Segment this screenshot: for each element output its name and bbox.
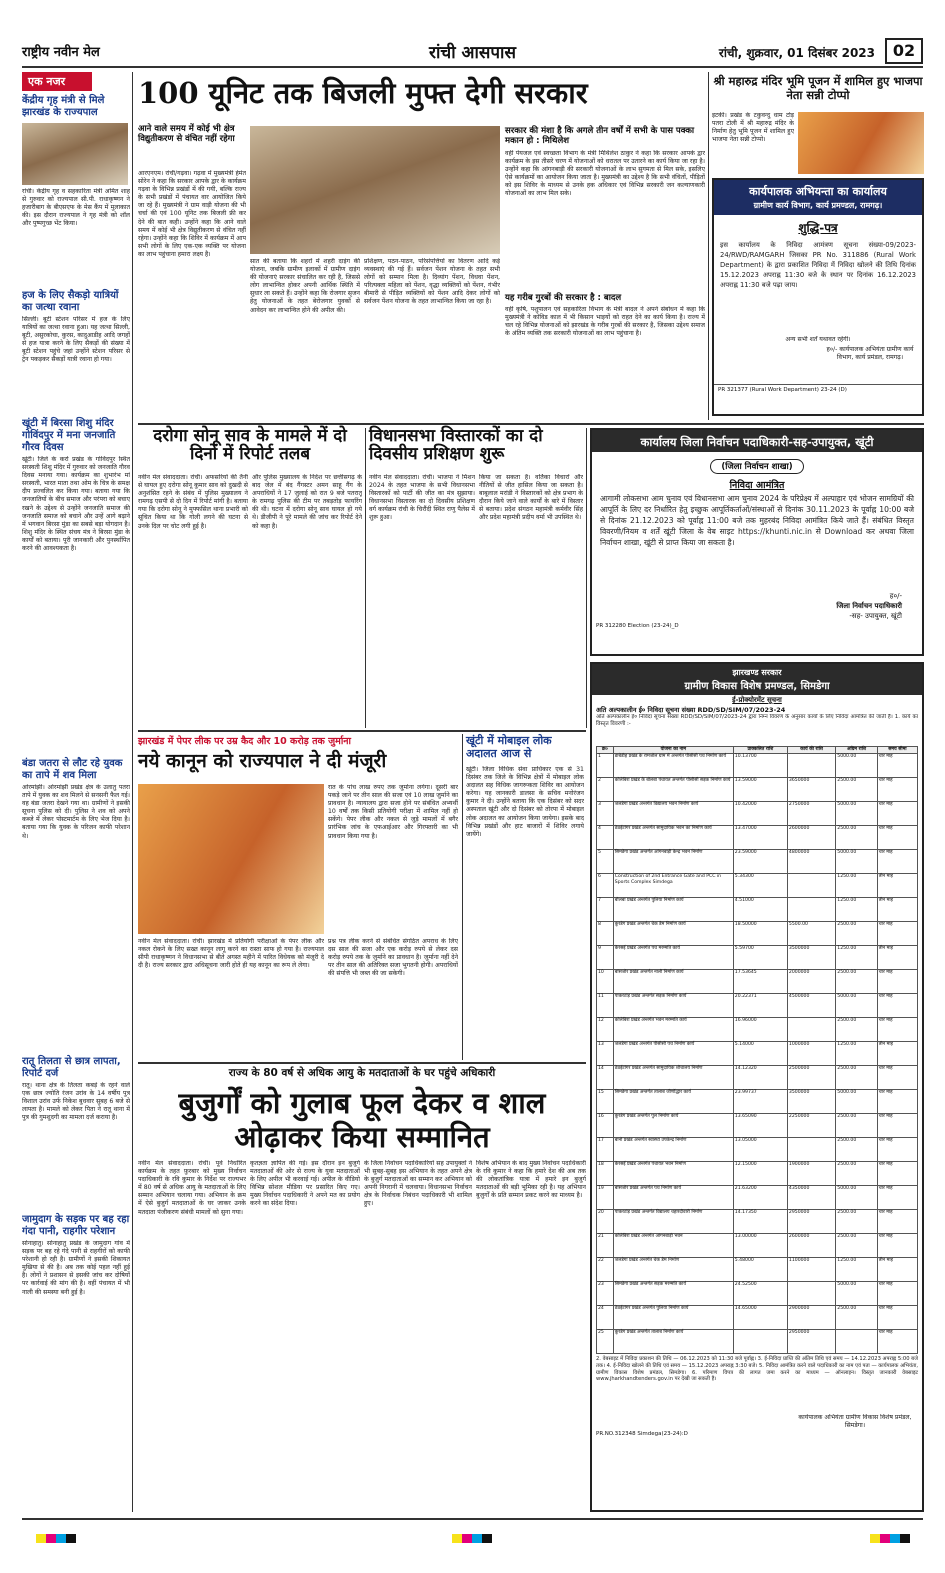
table-cell: कोलेबिरा प्रखंड अन्तर्गत भवन मरम्मति कार्य <box>613 1018 733 1042</box>
table-cell: 20.22371 <box>733 994 787 1018</box>
story-voters-body2: कृतज्ञता ज्ञापित की गई। इस दौरान इन बुजुर्ग मतदाताओं की ओर से राज्य के युवा मतदाताओं के लिए अपील भी करवाई गई। अपील के वीडियो विभिन्न सोशल मीडिया पर प्रसारित किए गए। मुख्य निर्वाचन पदाधिकारी ने अपने मत का प्रयोग करने का संदेश दिया। <box>250 1160 360 1208</box>
table-cell: कुरडेग प्रखंड अन्तर्गत पुल निर्माण कार्य <box>613 1114 733 1138</box>
table-cell: 5000.00 <box>836 802 877 826</box>
table-cell: 10 <box>597 970 614 994</box>
story-adalat-body: खूंटी। जिला विधिक सेवा प्राधिकार एक से 31 दिसंबर तक जिले के विभिन्न क्षेत्रों में मोबाइल लोक अदालत सह विधिक जागरूकता शिविर का आयोजन करेगा। यह जानकारी डालसा के सचिव मनोरंजन कुमार ने दी। उन्होंने बताया कि एक दिसंबर को सदर अस्पताल खूंटी और दो दिसंबर को तोरपा में मोबाइल लोक अदालत का आयोजन किया जायेगा। इसके बाद विभिन्न प्रखंडों और हाट बाजारों में शिविर लगाये जायेंगे। <box>466 766 584 838</box>
table-cell: 1250.00 <box>836 1258 877 1282</box>
ad-pr-number: PR 321377 (Rural Work Department) 23-24 (D) <box>714 384 922 395</box>
ad-footnotes: 2. वेबसाइट में निविदा प्रकाशन की तिथि — 06.12.2023 को 11:30 बजे पूर्वाह्न। 3. ई-निविदा प्राप्ति की अंतिम तिथि एवं समय — 14.12.2023 अपराह्न 5:00 बजे तक। 4. ई-निविदा खोलने की तिथि एवं समय — 15.12.2023 अपराह्न 3:30 बजे। 5. निविदा आमंत्रित करने वाले पदाधिकारी का नाम एवं पता — कार्यपालक अभियंता, ग्रामीण विकास विशेष प्रमंडल, सिमडेगा। 6. परिमाण विपत्र की लागत जमा करने का माध्यम — ऑनलाइन। विस्तृत जानकारी वेबसाइट www.jharkhandtenders.gov.in पर देखी जा सकती है। <box>596 1356 918 1383</box>
table-cell <box>733 1330 787 1354</box>
table-cell: तीन माह <box>877 946 917 970</box>
table-cell: 13.65090 <box>733 1114 787 1138</box>
table-cell: 14 <box>597 1066 614 1090</box>
ad-body: आगामी लोकसभा आम चुनाव एवं विधानसभा आम चुनाव 2024 के परिप्रेक्ष्य में अल्पाहार एवं भोजन सामग्रियों की आपूर्ति के लिए दर निर्धारित हेतु इच्छुक आपूर्तिकर्ताओं/संस्थाओं से दिनांक 30.11.2023 के पूर्वाह्न 10:00 बजे से दिनांक 21.12.2023 को पूर्वाह्न 11:00 बजे तक मुहरबंद निविदा आमंत्रित किये जाते हैं। संबंधित विस्तृत विवरणी/नियम व शर्तें खूंटी जिला के वेब साइट https://khunti.nic.in से Download कर अथवा जिला निर्वाचन शाखा, खूंटी से प्राप्त किया जा सकता है। <box>600 494 914 547</box>
table-cell: चार माह <box>877 1090 917 1114</box>
table-cell: 24.52500 <box>733 1282 787 1306</box>
table-cell: 2500.00 <box>836 1138 877 1162</box>
table-cell: 2 <box>597 778 614 802</box>
table-row <box>597 994 918 1018</box>
ad-signature: कार्यपालक अभियंता ग्रामीण विकास विशेष प्रमंडल, सिमडेगा। <box>798 1414 912 1430</box>
story-voters-headline: बुजुर्गों को गुलाब फूल देकर व शाल ओढ़ाकर किया सम्मानित <box>178 1086 546 1154</box>
table-cell: जलडेगा प्रखंड अन्तर्गत विद्यालय भवन निर्माण कार्य <box>613 802 733 826</box>
story-training-body1: नवीन मेल संवाददाता। रांची। भाजपा ने मिशन 2024 के तहत भाजपा के सभी विधानसभा विस्तारकों को पार्टी की जीत का मंत्र सुझाया। विधानसभा विस्तारक का दो दिवसीय प्रशिक्षण वर्ग कार्यक्रम रांची के चिरौंदी स्थित राणु पैलेस में शुरू हुआ। <box>369 474 475 522</box>
table-cell: Construction of 2nd Entrance Gate and PCC in Sports Complex Simdega <box>613 874 733 898</box>
color-registration-bar <box>870 1528 910 1537</box>
table-cell <box>787 898 835 922</box>
ad-heading: निविदा आमंत्रित <box>729 480 785 491</box>
table-row <box>597 1258 918 1282</box>
table-row <box>597 1306 918 1330</box>
table-cell: पाकरटांड़ प्रखंड अन्तर्गत विद्यालय चहारदीवारी निर्माण <box>613 1210 733 1234</box>
story-law-body1: नवीन मेल संवाददाता। रांची। झारखंड में प्रतियोगी परीक्षाओं के पेपर लीक और नकल रोकने के लिए सख्त कानून लागू करने का रास्ता साफ हो गया है। राज्यपाल सीपी राधाकृष्णन ने विधानसभा से बीते अगस्त महीने में पारित विधेयक को मंजूरी दे दी है। राज्य सरकार द्वारा अधिसूचना जारी होते ही यह कानून का रूप ले लेगा। <box>138 938 324 970</box>
table-row <box>597 1066 918 1090</box>
table-cell <box>787 1282 835 1306</box>
table-cell: 1250.00 <box>836 898 877 922</box>
table-cell: बांसजोर प्रखंड अन्तर्गत नाली निर्माण कार्य <box>613 970 733 994</box>
table-cell: 2250000 <box>787 1114 835 1138</box>
table-cell: 16 <box>597 1114 614 1138</box>
table-cell: चार माह <box>877 1282 917 1306</box>
table-cell: 19 <box>597 1186 614 1210</box>
masthead-date: रांची, शुक्रवार, 01 दिसंबर 2023 <box>718 46 875 60</box>
table-cell: 24 <box>597 1306 614 1330</box>
lead-quote-2: यह गरीब गुरबों की सरकार है : बादल <box>505 293 622 303</box>
table-cell: 2500.00 <box>836 922 877 946</box>
brief-body: रातू। थाना क्षेत्र के तिलता कबड़े के रहने वाले एक छात्र ज्योति रंजन उरांव के 14 वर्षीय पुत्र विशाल उरांव उर्फ निकेश बुधवार सुबह 6 बजे से लापता है। मामले को लेकर पिता ने रातू थाना में पुत्र की गुमशुदगी का मामला दर्ज कराया है। <box>22 1082 130 1122</box>
table-cell: 1250.00 <box>836 874 877 898</box>
masthead-paper-name: राष्ट्रीय नवीन मेल <box>22 45 100 60</box>
table-cell: 1900000 <box>787 1162 835 1186</box>
table-cell: 10.42000 <box>733 802 787 826</box>
ad-khunti <box>590 428 924 656</box>
table-cell: चार माह <box>877 1186 917 1210</box>
table-row <box>597 970 918 994</box>
ad-sign-line: ह०/- <box>889 592 902 600</box>
table-cell: चार माह <box>877 826 917 850</box>
table-row <box>597 778 918 802</box>
tender-column-header: योजना का नाम <box>613 747 733 754</box>
table-cell: 1 <box>597 754 614 778</box>
ad-title: कार्यपालक अभियन्ता का कार्यालय <box>714 180 922 200</box>
tender-table-header <box>597 747 918 754</box>
tender-column-header: अग्रिम राशि <box>836 747 877 754</box>
brief-headline: जामुदाग के सड़क पर बह रहा गंदा पानी, राहगीर परेशान <box>22 1214 130 1237</box>
table-cell: ठेठईटांगर प्रखंड अन्तर्गत पुलिया निर्माण कार्य <box>613 1306 733 1330</box>
brief-headline: खूंटी में बिरसा शिशु मंदिर गोविंदपुर में मना जनजाति गौरव दिवस <box>22 418 116 453</box>
table-cell: 5000.00 <box>836 1090 877 1114</box>
table-cell: 2500.00 <box>836 970 877 994</box>
table-cell: 2500.00 <box>836 1066 877 1090</box>
table-cell: 23.99737 <box>733 1090 787 1114</box>
column-divider <box>586 428 587 728</box>
table-cell: ठेठईटांगर प्रखंड अन्तर्गत सामुदायिक भवन का निर्माण कार्य <box>613 826 733 850</box>
lead-body-col1: आरएनएम। रांची/गढ़वा। गढ़वा में मुख्यमंत्री हेमंत सोरेन ने कहा कि सरकार आपके द्वार के कार्यक्रम गढ़वा के विभिन्न प्रखंडों में की गयी, बल्कि राज्य के सभी प्रखंडों में पंचायत वार आयोजित किये जा रहे हैं। मुख्यमंत्री ने ग्राम वाड़ी योजना की भी चर्चा की एवं 100 यूनिट तक बिजली फ्री कर देने की बात कही। उन्होंने कहा कि आने वाले समय में कोई भी क्षेत्र विद्युतीकरण से वंचित नहीं रहेगा। उन्होंने कहा कि शिविर में कार्यक्रम में आप सभी लोगों के लिए एक-एक व्यक्ति पर योजना का लाभ पहुंचाना हमारा लक्ष्य है। <box>138 170 246 258</box>
table-cell: 1250.00 <box>836 1042 877 1066</box>
table-cell: 5000.00 <box>836 994 877 1018</box>
table-cell <box>787 874 835 898</box>
ad-sign-line: जिला निर्वाचन पदाधिकारी <box>836 602 902 610</box>
table-cell: कोलेबिरा प्रखंड अन्तर्गत आंगनबाड़ी भवन <box>613 1234 733 1258</box>
table-cell: 5000.00 <box>836 1282 877 1306</box>
table-cell: 13.47000 <box>733 826 787 850</box>
table-cell: 3500000 <box>787 946 835 970</box>
masthead-rule <box>22 66 923 68</box>
ad-title: ग्रामीण विकास विशेष प्रमण्डल, सिमडेगा <box>592 678 922 695</box>
table-cell: सिमडेगा प्रखंड अन्तर्गत तालाब जीर्णोद्धार कार्य <box>613 1090 733 1114</box>
table-cell: 23 <box>597 1282 614 1306</box>
table-cell: चार माह <box>877 1306 917 1330</box>
table-cell: 22 <box>597 1258 614 1282</box>
table-cell: 25 <box>597 1330 614 1354</box>
table-cell: 5000.00 <box>836 754 877 778</box>
table-row <box>597 850 918 874</box>
brief-headline: रातू तिलता से छात्र लापता, रिपोर्ट दर्ज <box>22 1056 121 1079</box>
table-cell: बोलबा प्रखंड अन्तर्गत पुलिया निर्माण कार्य <box>613 898 733 922</box>
table-row <box>597 1234 918 1258</box>
table-cell: 3 <box>597 802 614 826</box>
lead-body-col3: प्रशिक्षण, पठन-पाठन, परिसंपत्तियों का वितरण आदि कई व्यवस्थाएं की गई हैं। सर्वजन पेंशन योजना के तहत सभी लोगों को सम्मान मिला है। दिव्यांग पेंशन, विधवा पेंशन, परित्यक्ता महिला को पेंशन, वृद्धा व्यक्तियों को पेंशन, गंभीर बीमारी से पीड़ित व्यक्तियों को पेंशन आदि देकर लोगों को सर्वजन पेंशन योजना के तहत लाभान्वित किया जा रहा है। <box>364 258 500 306</box>
table-row <box>597 1186 918 1210</box>
table-cell: डाबेडीह प्रखंड के रामजोल ग्राम में अन्तर्गत पीसीसी पथ निर्माण कार्य <box>613 754 733 778</box>
story-training-body2: किया जा सकता है। वर्तिका विचारों और नीतियों से जीत हासिल किया जा सकता है। बाबूलाल मरांडी ने विस्तारकों को क्षेत्र प्रभाग के दौरान किये जाने वाले कार्यों के बारे में विस्तार से बताया। प्रदेश संगठन महामंत्री कर्मवीर सिंह और प्रदेश महामंत्री प्रदीप वर्मा भी उपस्थित थे। <box>479 474 583 522</box>
table-cell: 16.96000 <box>733 1018 787 1042</box>
story-voters-kicker: राज्य के 80 वर्ष से अधिक आयु के मतदाताओं के घर पहुंचे अधिकारी <box>228 1067 496 1079</box>
lead-quote: सरकार की मंशा है कि अगले तीन वर्षों में सभी के पास पक्का मकान हो : मिथिलेश <box>505 126 695 146</box>
ad-sign-line: -सह- उपायुक्त, खूंटी <box>849 612 902 620</box>
story-adalat-headline: खूंटी में मोबाइल लोक अदालत आज से <box>466 734 552 760</box>
table-cell: 5000.00 <box>836 850 877 874</box>
lead-body-col5: वहीं कृषि, पशुपालन एवं सहकारिता विभाग के मंत्री बादल ने अपने संबोधन में कहा कि मुख्यमंत्री ने कोविड काल में भी किसान भाइयों को राहत देने का कार्य किया है। राज्य में चल रहे विभिन्न योजनाओं को झारखंड के गरीब गुरबों की सरकार है, जिसका उद्देश्य समाज के अंतिम व्यक्ति तक सरकारी योजनाओं का लाभ पहुंचाना है। <box>505 306 705 338</box>
ad-intro: अति अल्पकालीन ई० निविदा सूचना संख्या RDD/SD/SIM/07/2023-24 द्वारा निम्न विवरण के अनुसार कार्यों के लिए निविदा आमंत्रित की जाती है। 1. कार्य का विस्तृत विवरणी :- <box>596 714 918 727</box>
table-cell: 10.13700 <box>733 754 787 778</box>
right-story-photo <box>798 112 924 174</box>
table-cell: 2500.00 <box>836 1234 877 1258</box>
table-cell: 2900000 <box>787 1306 835 1330</box>
table-cell: 5500.00 <box>787 922 835 946</box>
table-cell: कुरडेग प्रखंड अन्तर्गत चेक डैम निर्माण कार्य <box>613 922 733 946</box>
table-cell: चार माह <box>877 1330 917 1354</box>
table-cell: 2500.00 <box>836 1306 877 1330</box>
table-cell: ठेठईटांगर प्रखंड अन्तर्गत सामुदायिक शौचालय निर्माण <box>613 1066 733 1090</box>
table-cell: 9 <box>597 946 614 970</box>
table-row <box>597 874 918 898</box>
story-daroga-body2: और पुलिस मुख्यालय के निर्देश पर छत्तीसगढ़ के बाद जेल में बंद गैंगस्टर अमन साहू गैंग के अपराधियों ने 17 जुलाई को रात 9 बजे पतरातू के रामगढ़ पुलिस की टीम पर तबड़तोड़ फायरिंग की थी। घटना में दरोगा सोनू साव घायल हो गये थे। डीजीपी ने पूरे मामले की जांच कर रिपोर्ट देने को कहा है। <box>252 474 362 530</box>
table-cell: जलडेगा प्रखंड अन्तर्गत चेक डैम निर्माण <box>613 1258 733 1282</box>
page-number: 02 <box>885 38 923 64</box>
table-cell: चार माह <box>877 802 917 826</box>
table-cell: 2600000 <box>787 1234 835 1258</box>
table-cell: सिमडेगा प्रखंड अन्तर्गत सड़क मरम्मति कार्य <box>613 1282 733 1306</box>
table-cell: कुरडेग प्रखंड अन्तर्गत तालाब निर्माण कार्य <box>613 1330 733 1354</box>
ad-ramgarh <box>712 178 924 416</box>
table-cell: चार माह <box>877 1210 917 1234</box>
table-cell: बांसजोर प्रखंड अन्तर्गत पथ निर्माण कार्य <box>613 1186 733 1210</box>
table-cell: चार माह <box>877 1162 917 1186</box>
brief-body: सिल्ली। बूटी स्टेशन परिसर में हज के लिए यात्रियों का जत्था रवाना हुआ। यह जत्था सिल्ली, बूटी, असुरकोचा, कुरस, कादुआडीह आदि जगहों से हज यात्रा करने के लिए सैकड़ों की संख्या में बूटी स्टेशन पहुंचे जहां उन्होंने स्टेशन परिसर से ट्रेन पकड़कर सैकड़ों यात्री रवाना हो गया। <box>22 316 130 364</box>
tender-column-header: क्र० <box>597 747 614 754</box>
table-cell: चार माह <box>877 1138 917 1162</box>
table-cell: 4500000 <box>787 994 835 1018</box>
ad-heading: शुद्धि-पत्र <box>798 221 838 235</box>
lead-photo <box>250 126 500 254</box>
tender-table <box>596 746 918 1354</box>
table-cell: चार माह <box>877 970 917 994</box>
table-cell: 1250.00 <box>836 946 877 970</box>
table-cell: 17.53645 <box>733 970 787 994</box>
table-cell: 17 <box>597 1138 614 1162</box>
section-rule <box>138 423 924 425</box>
ad-subtitle: (जिला निर्वाचन शाखा) <box>710 459 803 474</box>
table-cell: 2000000 <box>787 970 835 994</box>
table-cell: 5.48000 <box>733 1258 787 1282</box>
table-cell: 5.34300 <box>733 874 787 898</box>
table-cell: 21.63200 <box>733 1186 787 1210</box>
table-cell: 18 <box>597 1162 614 1186</box>
table-row <box>597 946 918 970</box>
table-cell: 4 <box>597 826 614 850</box>
tender-column-header: कार्य की राशि <box>787 747 835 754</box>
tender-column-header: समय सीमा <box>877 747 917 754</box>
table-cell: 2500.00 <box>836 1162 877 1186</box>
table-cell: 23.59000 <box>733 850 787 874</box>
brief-body: खूंटी। जिले के कर्रा प्रखंड के गोविंदपुर स्थित सरस्वती शिशु मंदिर में गुरुवार को जनजाति गौरव दिवस मनाया गया। कार्यक्रम का शुभारंभ मां सरस्वती, भारत माता तथा ओम के चित्र के समक्ष दीप प्रज्वलित कर किया गया। बताया गया कि जनजातियों के बीच समाज और परंपरा को बचाए रखने के उद्देश्य से उन्होंने जनजाति समाज की जनजाति समाज को बचाने और उन्हें आगे बढ़ाने में भगवान बिरसा मुंडा का सबसे बड़ा योगदान है। शिशु मंदिर के स्थित संचय मंत्र ने बिरसा मुंडा के कार्यों को बताया। पूरी जानकारी और पुनर्स्थापित करने की आवश्यकता है। <box>22 456 130 553</box>
ad-header: झारखण्ड सरकार <box>592 664 922 678</box>
brief-body: सोनाहातु। सोनाहातु प्रखंड के जामुदाग गांव में सड़क पर बह रहे गंदे पानी से राहगीरों को काफी परेशानी हो रही है। ग्रामीणों ने इसकी शिकायत मुखिया से की है। अब तक कोई पहल नहीं हुई है। लोगों ने प्रशासन से इसकी जांच कर दोषियों पर कार्रवाई की मांग की है। वहीं पंचायत में भी नाली की समस्या बनी हुई है। <box>22 1240 130 1296</box>
table-row <box>597 922 918 946</box>
table-row <box>597 826 918 850</box>
table-cell: 4350000 <box>787 1186 835 1210</box>
table-cell: तीन माह <box>877 874 917 898</box>
table-cell: 13.05000 <box>733 1138 787 1162</box>
table-cell: कोलेबिरा प्रखंड के बोलबा पंचायत अन्तर्गत पीसीसी सड़क निर्माण कार्य <box>613 778 733 802</box>
story-law-photo <box>138 784 324 934</box>
table-cell: चार माह <box>877 754 917 778</box>
column-divider <box>132 72 133 1512</box>
table-cell: 5 <box>597 850 614 874</box>
ad-title: कार्यालय जिला निर्वाचन पदाधिकारी-सह-उपायुक्त, खूंटी <box>592 430 922 452</box>
table-cell: 2500.00 <box>836 1210 877 1234</box>
table-cell: 7 <box>597 898 614 922</box>
table-cell: चार माह <box>877 922 917 946</box>
table-cell: 3650000 <box>787 778 835 802</box>
table-cell: चार माह <box>877 1114 917 1138</box>
story-law-body3: प्रश्न पत्र लीक करने से संबंधित संगठित अपराध के लिए दस साल की सजा और एक करोड़ रुपये से लेकर दस करोड़ रुपये तक के जुर्माने का प्रावधान है। जुर्माना नहीं देने पर तीन साल की अतिरिक्त सजा भुगतनी होगी। अपराधियों की संपत्ति भी जब्त की जा सकेगी। <box>328 938 458 978</box>
table-cell: 2950000 <box>787 1330 835 1354</box>
table-cell: 12 <box>597 1018 614 1042</box>
table-cell: 8 <box>597 922 614 946</box>
lead-body-col2: सात की बताया कि शहरों में शहरी दाइंग की योजना, जबकि ग्रामीण इलाकों में ग्रामीण दाइंग की योजनाएं सरकार संचालित कर रही है, जिससे लोग लाभान्वित होकर अपनी आर्थिक स्थिति में सुधार ला सकते हैं। उन्होंने कहा कि रोजगार सृजन हेतु योजनाओं के तहत बेरोजगार युवकों से आवेदन कर लाभान्वित होने की अपील की। <box>250 258 360 314</box>
table-cell: 1100000 <box>787 1258 835 1282</box>
color-registration-bar <box>452 1528 492 1537</box>
table-cell: केरसई प्रखंड अन्तर्गत पंचायत भवन निर्माण <box>613 1162 733 1186</box>
table-cell: सिमडेगा प्रखंड अन्तर्गत आंगनबाड़ी केन्द्र भवन निर्माण <box>613 850 733 874</box>
table-cell: 14.17350 <box>733 1210 787 1234</box>
table-cell: 4.51000 <box>733 898 787 922</box>
table-row <box>597 1090 918 1114</box>
section-rule <box>138 1062 586 1064</box>
table-cell: चार माह <box>877 1018 917 1042</box>
table-row <box>597 1282 918 1306</box>
ad-note: अन्य सभी शर्तें यथावत रहेंगी। <box>785 336 851 343</box>
brief-headline: बंडा जतरा से लौट रहे युवक का तापे में शव मिला <box>22 758 123 781</box>
table-cell: 5.59700 <box>733 946 787 970</box>
table-cell: 11 <box>597 994 614 1018</box>
story-voters-body1: नवीन मेल संवाददाता। रांची। पूर्व निर्धारित कार्यक्रम के तहत फ़ुरबार को मुख्य निर्वाचन पदाधिकारी के रवि कुमार के निर्देश पर राज्यभर में 80 वर्ष से अधिक आयु के मतदाताओं के लिए सम्मान अभियान चलाया गया। अभियान के क्रम में ऐसे बुजुर्ग मतदाताओं के घर जाकर उनके मतदाता पंजीकरण संबंधी मामलों को सुना गया। <box>138 1160 246 1216</box>
story-voters-body4: विशेष अभियान के बाद मुख्य निर्वाचन पदाधिकारी के रवि कुमार ने कहा कि हमारे देश की अब तक की लोकतांत्रिक यात्रा में हमारे इन बुजुर्ग मतदाताओं की बड़ी भूमिका रही है। यह अभियान बुजुर्गों के प्रति सम्मान प्रकट करने का माध्यम है। <box>476 1160 586 1200</box>
masthead-section-title: रांची आसपास <box>429 43 516 63</box>
table-cell: 2600000 <box>787 826 835 850</box>
table-cell: तीन माह <box>877 1042 917 1066</box>
sidebar-tag: एक नजर <box>22 72 92 91</box>
table-cell: चार माह <box>877 1066 917 1090</box>
table-cell: 18.50000 <box>733 922 787 946</box>
right-story-headline: श्री महारुद्र मंदिर भूमि पूजन में शामिल हुए भाजपा नेता सन्नी टोप्पो <box>713 74 923 102</box>
table-cell <box>787 754 835 778</box>
table-cell: बानो प्रखंड अन्तर्गत स्वास्थ्य उपकेन्द्र निर्माण <box>613 1138 733 1162</box>
right-story-body: इटकी। प्रखंड के टकुवन्दु धाम टोड़ पतरा टोली में श्री महारुद्र मंदिर के निर्माण हेतु भूमि पूजन में शामिल हुए भाजपा नेता सन्नी टोप्पो। <box>712 112 794 144</box>
table-row <box>597 802 918 826</box>
ad-simdega <box>590 662 924 1512</box>
table-cell: जलडेगा प्रखंड अन्तर्गत पीसीसी पथ निर्माण कार्य <box>613 1042 733 1066</box>
story-daroga-body1: नवीन मेल संवाददाता। रांची। अफसरियों की तैनी से घायल हुए दरोगा सोनू कुमार साव को दुखदी से अनुशंसित रहने के संबंध में पुलिस मुख्यालय ने रामगढ़ एसपी से दो दिन में रिपोर्ट मांगी है। बताया गया कि दरोगा सोनू ने मुफ्फसिल थाना प्रभारी को सूचित किया था कि गोली लगने की घटना से उनके दिल पर चोट लगी हुई है। <box>138 474 248 530</box>
story-law-kicker: झारखंड में पेपर लीक पर उम्र कैद और 10 करोड़ तक जुर्माना <box>138 736 352 747</box>
story-daroga-headline: दरोगा सोनू साव के मामले में दो दिनों में रिपोर्ट तलब <box>153 426 347 464</box>
table-cell: तीन माह <box>877 1258 917 1282</box>
table-cell: 5.14000 <box>733 1042 787 1066</box>
column-divider <box>462 734 463 1060</box>
story-training-headline: विधानसभा विस्तारकों का दो दिवसीय प्रशिक्षण शुरू <box>369 426 543 464</box>
brief-photo <box>22 123 128 185</box>
table-cell: 20 <box>597 1210 614 1234</box>
brief-headline: हज के लिए सैकड़ो यात्रियों का जत्था रवाना <box>22 290 119 313</box>
story-voters-body3: के जिला निर्वाचन पदाधिकारियों सह उपायुक्तों ने भी सुबह-सुबह इस अभियान के तहत अपने क्षेत्र के बुजुर्ग मतदाताओं का सम्मान कर अभियान को अपनी निगरानी में चलवाया। विधानसभा निर्वाचन क्षेत्र के निर्वाचक निबंधन पदाधिकारी भी शामिल हुए। <box>364 1160 472 1208</box>
table-cell: 13 <box>597 1042 614 1066</box>
ad-pr-number: PR.NO.312348 Simdega(23-24):D <box>596 1431 688 1437</box>
ad-pr-number: PR 312280 Election (23-24)_D <box>596 623 679 629</box>
color-registration-bar <box>36 1528 76 1537</box>
lead-kicker: आने वाले समय में कोई भी क्षेत्र विद्युतीकरण से वंचित नहीं रहेगा <box>138 124 235 144</box>
table-row <box>597 1138 918 1162</box>
table-cell: 1000000 <box>787 1042 835 1066</box>
table-cell <box>836 1330 877 1354</box>
table-cell: चार माह <box>877 850 917 874</box>
table-cell: 3500000 <box>787 1090 835 1114</box>
table-cell: केरसई प्रखंड अन्तर्गत पथ मरम्मति कार्य <box>613 946 733 970</box>
table-row <box>597 1042 918 1066</box>
table-cell: 21 <box>597 1234 614 1258</box>
table-cell: 15 <box>597 1090 614 1114</box>
column-divider <box>708 72 709 420</box>
table-cell: तीन माह <box>877 898 917 922</box>
story-law-headline: नये कानून को राज्यपाल ने दी मंजूरी <box>138 750 387 772</box>
table-cell <box>787 1138 835 1162</box>
table-row <box>597 1210 918 1234</box>
footer-rule <box>22 1518 923 1520</box>
brief-body: ओरमांझी। ओरमांझी प्रखंड क्षेत्र के उलातु पतरा तापे में युवक का शव मिलने से सनसनी फैल गई। वह बंडा जतरा देखने गया था। ग्रामीणों ने इसकी सूचना पुलिस को दी। पुलिस ने शव को अपने कब्जे में लेकर पोस्टमार्टम के लिए भेज दिया है। बताया गया कि युवक के परिजन काफी परेशान थे। <box>22 784 130 840</box>
table-cell: चार माह <box>877 994 917 1018</box>
table-cell: 12.15000 <box>733 1162 787 1186</box>
table-cell: 13.00000 <box>733 1234 787 1258</box>
table-cell: 5000.00 <box>836 1186 877 1210</box>
table-cell: 2500.00 <box>836 826 877 850</box>
column-divider <box>365 428 366 728</box>
table-cell: 2500.00 <box>836 778 877 802</box>
ad-subtitle: ग्रामीण कार्य विभाग, कार्य प्रमण्डल, रामगढ़। <box>714 200 922 215</box>
table-cell: 4800000 <box>787 850 835 874</box>
table-row <box>597 898 918 922</box>
lead-headline: 100 यूनिट तक बिजली मुफ्त देगी सरकार <box>138 76 588 110</box>
table-cell: पाकरटांड़ प्रखंड अन्तर्गत सड़क निर्माण कार्य <box>613 994 733 1018</box>
table-cell: 2950000 <box>787 1210 835 1234</box>
table-cell: चार माह <box>877 1234 917 1258</box>
table-cell: चार माह <box>877 778 917 802</box>
ad-etender-label: ई-प्रोक्योरमेंट सूचना <box>732 696 782 704</box>
table-cell <box>787 1018 835 1042</box>
table-row <box>597 1162 918 1186</box>
table-cell: 14.12320 <box>733 1066 787 1090</box>
table-row <box>597 1114 918 1138</box>
table-row <box>597 754 918 778</box>
ad-body: इस कार्यालय के निविदा आमंत्रण सूचना संख्या-09/2023-24/RWD/RAMGARH जिसका PR No. 311886 (Rural Work Department) के द्वारा प्रकाशित निविदा में निविदा खोलने की तिथि दिनांक 15.12.2023 अपराह्न 11:30 बजे के स्थान पर दिनांक 16.12.2023 अपराह्न 11:30 बजे पढ़ा जाय। <box>720 241 916 289</box>
brief-headline: केंद्रीय गृह मंत्री से मिले झारखंड के राज्यपाल <box>22 95 105 118</box>
ad-signature: ह०/- कार्यपालक अभियंता ग्रामीण कार्य विभाग, कार्य प्रमंडल, रामगढ़। <box>826 346 914 362</box>
table-cell: 14.65000 <box>733 1306 787 1330</box>
section-rule <box>138 730 586 732</box>
ad-ref: अति अल्पकालीन ई० निविदा सूचना संख्या RDD/SD/SIM/07/2023-24 <box>596 706 786 714</box>
table-cell: 13.59000 <box>733 778 787 802</box>
table-cell: 2750000 <box>787 802 835 826</box>
brief-body: रांची। केंद्रीय गृह व सहकारिता मंत्री अमित शाह से गुरुवार को राज्यपाल सी.पी. राधाकृष्णन ने हजारीबाग के बीएसएफ के मेस कैंप में मुलाकात की। इस दौरान राज्यपाल ने गृह मंत्री को शॉल और पुष्पगुच्छ भेंट किया। <box>22 188 130 228</box>
table-row <box>597 1018 918 1042</box>
table-row <box>597 1330 918 1354</box>
table-cell: 2500.00 <box>836 1114 877 1138</box>
table-cell: 2500.00 <box>836 1018 877 1042</box>
table-cell: 6 <box>597 874 614 898</box>
story-law-body2: रात के पांच लाख रुपए तक जुर्माना लगेगा। दूसरी बार पकड़े जाने पर तीन साल की सजा एवं 10 लाख जुर्माने का प्रावधान है। न्यायालय द्वारा सजा होने पर संबंधित अभ्यर्थी 10 वर्षों तक किसी प्रतियोगी परीक्षा में शामिल नहीं हो सकेंगे। पेपर लीक और नकल से जुड़े मामलों में बगैर प्रारंभिक जांच के एफआईआर और गिरफ्तारी का भी प्रावधान किया गया है। <box>328 784 458 840</box>
table-cell: 2500000 <box>787 1066 835 1090</box>
sidebar-column <box>22 72 130 1512</box>
lead-body-col4: वहीं पेयजल एवं स्वच्छता विभाग के मंत्री मिथिलेश ठाकुर ने कहा कि सरकार आपके द्वार कार्यक्रम के इस तीसरे चरण में योजनाओं को धरातल पर उतारने का कार्य किया जा रहा है। उन्होंने कहा कि आंगनबाड़ी की सरकारी योजनाओं के लाभ सुगमता से मिल सके, इसलिए ऐसे कार्यक्रमों का आयोजन किया जाता है। मुख्यमंत्री का उद्देश्य है कि सभी वंचितों, पीड़ितों को इस शिविर के माध्यम से उनके हक अधिकार एवं विभिन्न सरकारी जन कल्याणकारी योजनाओं का लाभ मिल सके। <box>505 150 705 198</box>
tender-column-header: प्राक्कलित राशि <box>733 747 787 754</box>
